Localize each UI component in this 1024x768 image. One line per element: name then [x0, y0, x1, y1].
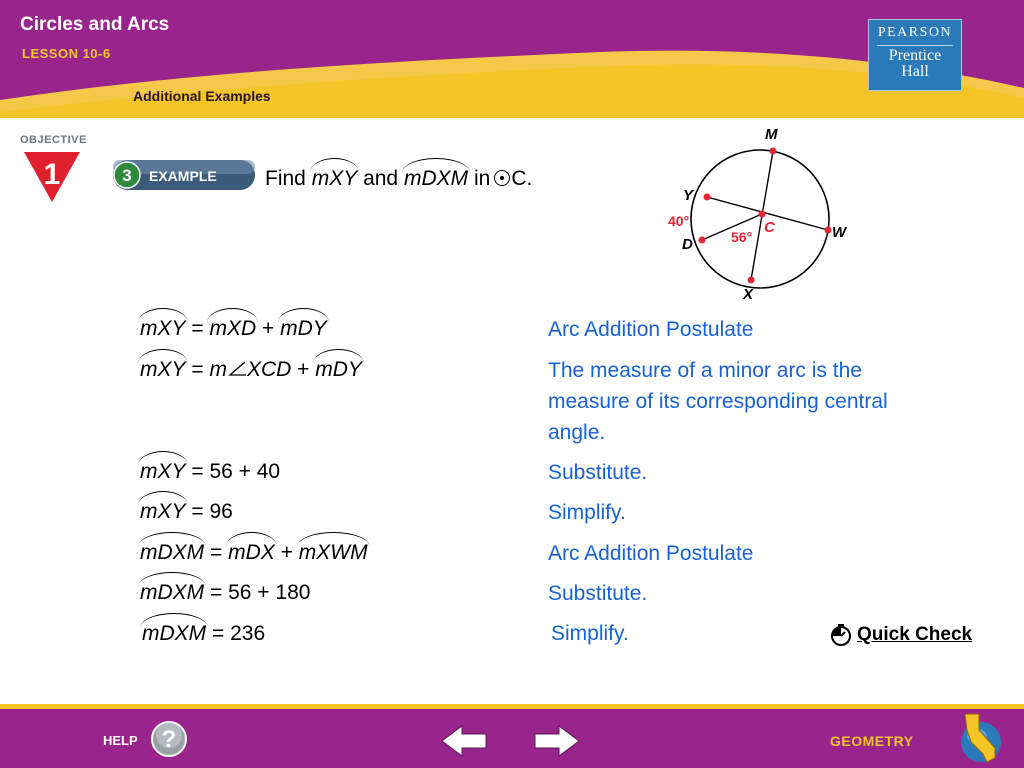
equation-value: = 236 [212, 622, 266, 645]
angle-40: 40° [668, 213, 690, 229]
objective-label: OBJECTIVE [20, 134, 87, 146]
plus: + [261, 317, 275, 340]
reason-4: Simplify. [548, 501, 626, 524]
reason-3: Substitute. [548, 461, 648, 484]
arc-mdxm: mDXM [140, 581, 205, 604]
equals: = [191, 358, 204, 381]
point-d [699, 237, 706, 244]
arc-mdxm: mDXM [140, 541, 205, 564]
equals: = [191, 317, 204, 340]
equation-1 [140, 317, 327, 341]
label-c: C [764, 219, 775, 236]
reason-7: Simplify. [551, 622, 629, 645]
arc-mxd: mXD [209, 317, 257, 340]
reason-5: Arc Addition Postulate [548, 542, 754, 565]
prompt-in: in [473, 167, 491, 190]
prompt-find: Find [265, 167, 306, 190]
reason-1: Arc Addition Postulate [548, 318, 754, 341]
equation-3 [140, 460, 280, 484]
logo-pearson: PEARSON [877, 25, 953, 40]
lesson-title: Circles and Arcs [20, 14, 170, 35]
plus: + [297, 358, 310, 381]
prompt-arc-xy: mXY [311, 167, 358, 190]
circle-diagram [660, 122, 850, 304]
section-title: Additional Examples [133, 88, 271, 104]
equation-value: = 56 + 40 [191, 460, 281, 483]
prompt-arc-dxm: mDXM [403, 167, 469, 190]
circle-dot-icon [494, 170, 510, 186]
label-m: M [765, 126, 778, 143]
equation-value: = 96 [191, 500, 233, 523]
subject-label: GEOMETRY [830, 733, 914, 749]
arc-mxy: mXY [140, 317, 186, 340]
point-w [825, 227, 832, 234]
label-y: Y [683, 187, 694, 204]
arc-mxy: mXY [140, 500, 186, 523]
reason-2: The measure of a minor arc is the measure of its corresponding central angle. [548, 359, 888, 444]
previous-arrow-icon[interactable] [440, 724, 488, 758]
point-m [770, 148, 777, 155]
example-badge [111, 158, 257, 197]
logo-prentice: Prentice [888, 47, 942, 64]
next-arrow-icon[interactable] [533, 724, 581, 758]
header-banner [0, 0, 1024, 118]
prompt-circle-name: C. [511, 167, 533, 190]
lesson-number: LESSON 10-6 [22, 46, 111, 61]
arc-mdx: mDX [228, 541, 275, 564]
logo-hall: Hall [901, 63, 929, 80]
angle-xcd: XCD [246, 358, 292, 381]
point-y [704, 194, 711, 201]
angle-icon [227, 360, 247, 378]
equation-5 [140, 541, 368, 565]
point-x [748, 277, 755, 284]
arc-mdy: mDY [280, 317, 327, 340]
point-c [759, 211, 766, 218]
stopwatch-icon [829, 623, 853, 647]
example-prompt [265, 167, 532, 191]
quick-check-link[interactable] [829, 623, 972, 647]
help-question-icon[interactable] [150, 720, 188, 758]
measure-m: m [209, 358, 227, 381]
svg-text:?: ? [161, 726, 177, 753]
california-globe-icon [955, 712, 1005, 766]
equation-7 [142, 622, 265, 646]
objective-triangle-icon [20, 146, 90, 206]
arc-mxy: mXY [140, 460, 186, 483]
objective-badge [20, 134, 90, 211]
arc-mdxm: mDXM [142, 622, 207, 645]
arc-mxy: mXY [140, 358, 186, 381]
label-w: W [832, 224, 847, 241]
example-number: 3 [122, 166, 132, 185]
example-label: EXAMPLE [149, 168, 217, 184]
reason-6: Substitute. [548, 582, 648, 605]
equation-4 [140, 500, 233, 524]
help-label[interactable]: HELP [103, 733, 138, 748]
arc-mdy: mDY [315, 358, 362, 381]
label-d: D [682, 236, 693, 253]
pearson-logo [868, 19, 962, 91]
equation-2 [140, 358, 362, 382]
plus: + [280, 541, 293, 564]
angle-56: 56° [731, 229, 753, 245]
circle-c [691, 150, 829, 288]
equals: = [210, 541, 223, 564]
objective-number: 1 [43, 158, 61, 191]
logo-divider [877, 45, 953, 46]
quick-check-label[interactable]: Quick Check [857, 624, 973, 645]
prompt-and: and [363, 167, 399, 190]
label-x: X [743, 286, 754, 303]
equation-value: = 56 + 180 [210, 581, 311, 604]
arc-mxwm: mXWM [298, 541, 368, 564]
equation-6 [140, 581, 310, 605]
